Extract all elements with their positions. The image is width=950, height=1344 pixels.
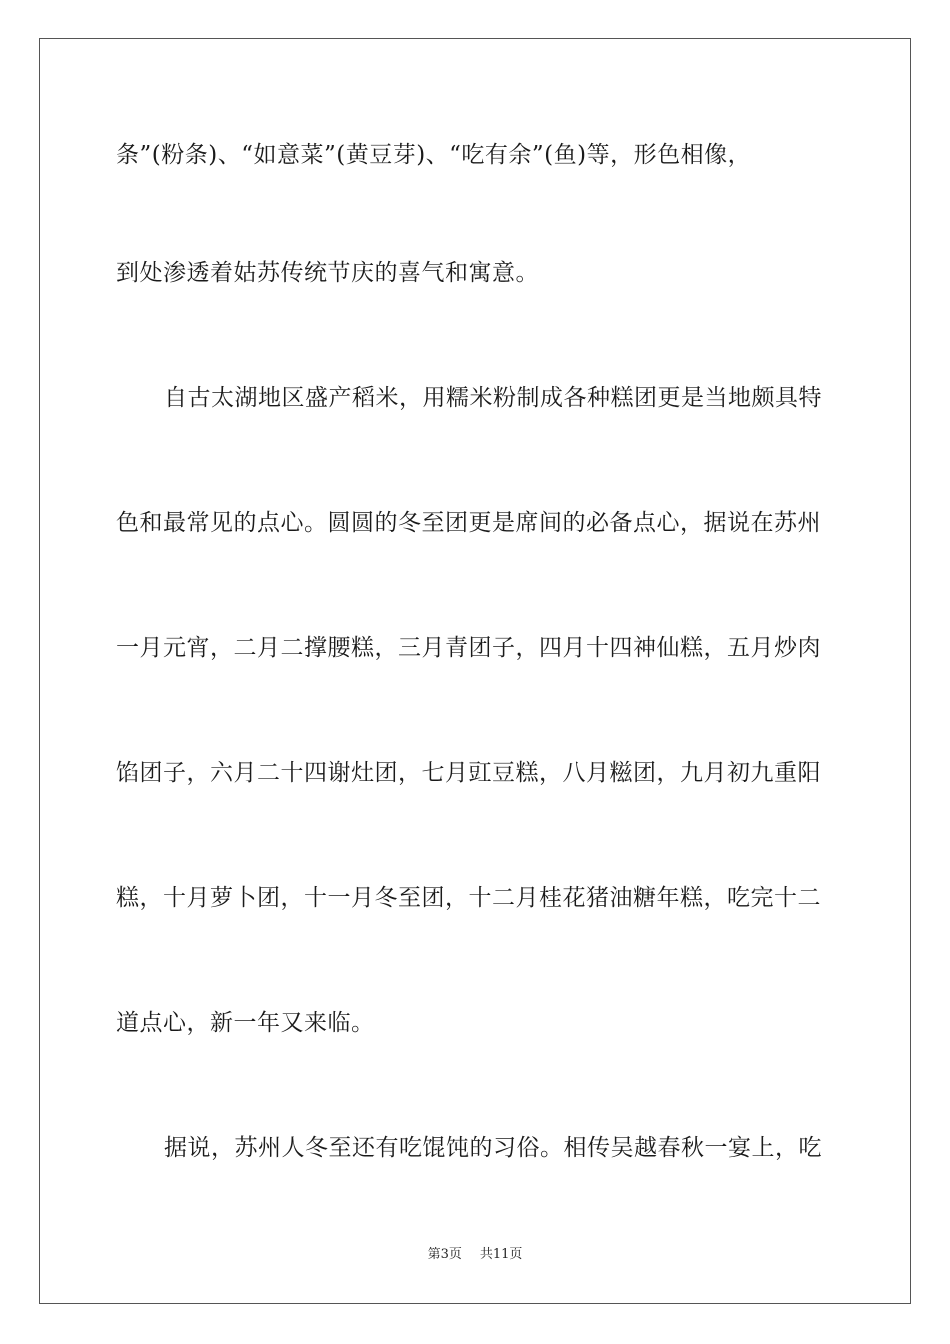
text-line: 条”(粉条)、“如意菜”(黄豆芽)、“吃有余”(鱼)等，形色相像，	[116, 142, 752, 168]
page-total: 共11页	[479, 1247, 523, 1262]
text-line: 自古太湖地区盛产稻米，用糯米粉制成各种糕团更是当地颇具特	[164, 385, 822, 411]
text-line: 馅团子，六月二十四谢灶团，七月豇豆糕，八月糍团，九月初九重阳	[116, 760, 821, 786]
text-line: 一月元宵，二月二撑腰糕，三月青团子，四月十四神仙糕，五月炒肉	[116, 635, 821, 661]
text-line: 色和最常见的点心。圆圆的冬至团更是席间的必备点心，据说在苏州	[116, 510, 821, 536]
page-number: 第3页	[427, 1247, 462, 1262]
text-line: 据说，苏州人冬至还有吃馄饨的习俗。相传吴越春秋一宴上，吃	[164, 1135, 822, 1161]
page-border	[39, 38, 911, 1304]
text-line: 道点心，新一年又来临。	[116, 1010, 375, 1036]
page-footer	[0, 1246, 950, 1264]
text-line: 糕，十月萝卜团，十一月冬至团，十二月桂花猪油糖年糕，吃完十二	[116, 885, 821, 911]
text-line: 到处渗透着姑苏传统节庆的喜气和寓意。	[116, 260, 539, 286]
